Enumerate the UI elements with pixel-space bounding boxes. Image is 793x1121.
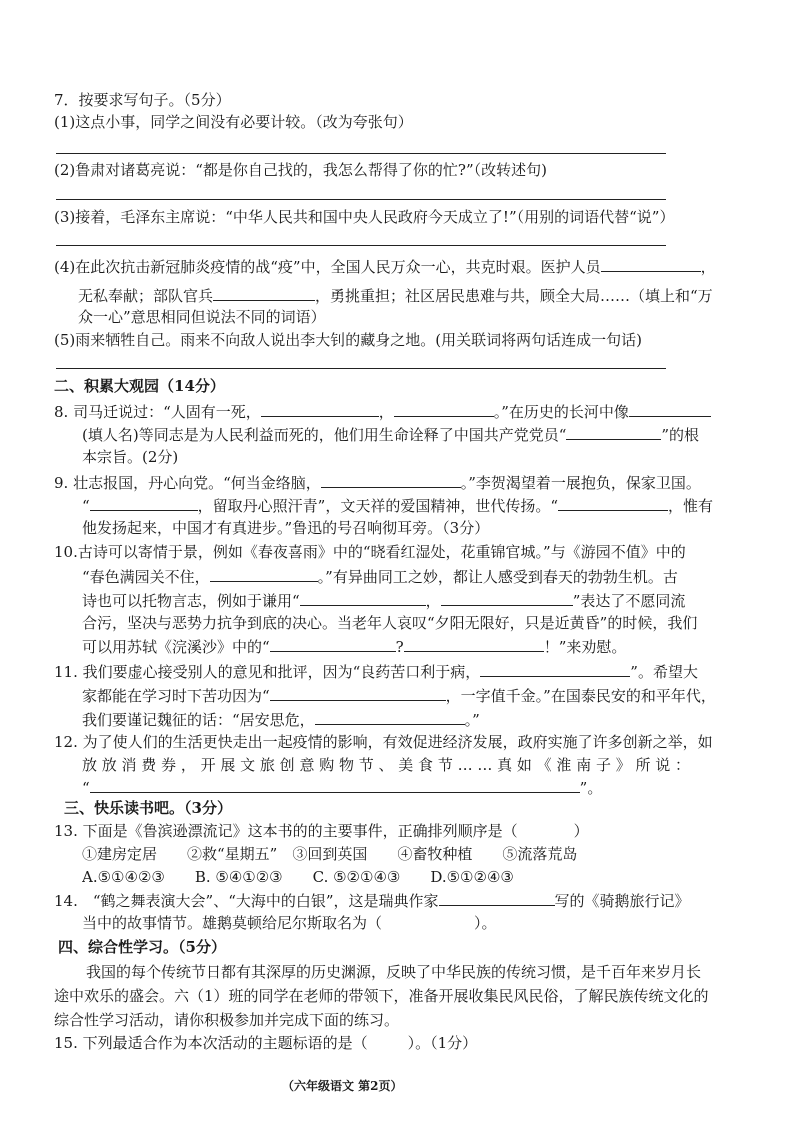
section-2-title: 二、积累大观园（14分） <box>54 377 225 395</box>
fill-blank[interactable] <box>441 589 573 606</box>
q10-line-2: “春色满园关不住， 。”有异曲同工之妙，都让人感受到春天的勃勃生机。古 <box>82 565 793 587</box>
page-footer: （六年级语文 第2页） <box>282 1079 403 1093</box>
q7-title: 7．按要求写句子。（5分） <box>54 91 231 109</box>
q7-sentence-1: (1)这点小事，同学之间没有必要计较。（改为夸张句） <box>54 113 413 131</box>
fill-blank[interactable] <box>629 400 711 417</box>
fill-blank[interactable] <box>404 635 544 652</box>
q9-line-2: “ ，留取丹心照汗青”，文天祥的爱国精神，世代传扬。“ ，惟有 <box>82 494 793 516</box>
fill-blank[interactable] <box>601 255 701 272</box>
q13-events: ①建房定居 ②救“星期五” ③回到英国 ④畜牧种植 ⑤流落荒岛 <box>82 845 578 863</box>
q10-line-4: 合污，坚决与恶势力抗争到底的决心。当老年人哀叹“夕阳无限好，只是近黄昏”的时候，我们 <box>82 614 698 632</box>
q14-line-2: 当中的故事情节。雄鹅莫顿给尼尔斯取名为（ ）。 <box>82 914 497 932</box>
q12-line-3: “ ”。 <box>82 776 793 798</box>
q13-line-1: 13. 下面是《鲁滨逊漂流记》这本书的的主要事件，正确排列顺序是（ ） <box>54 822 589 840</box>
fill-blank[interactable] <box>321 471 461 488</box>
answer-line[interactable] <box>56 199 666 200</box>
fill-blank[interactable] <box>261 400 379 417</box>
intro-line-1: 我国的每个传统节日都有其深厚的历史渊源，反映了中华民族的传统习惯，是千百年来岁月长 <box>86 963 702 981</box>
section-4-title: 四、综合性学习。（5分） <box>58 938 226 956</box>
fill-blank[interactable] <box>90 776 580 793</box>
q11-line-3: 我们要谨记魏征的话：“居安思危， 。” <box>82 708 793 730</box>
q12-line-1: 12. 为了使人们的生活更快走出一起疫情的影响，有效促进经济发展，政府实施了许多创新之举，如 <box>54 733 713 751</box>
q11-line-1: 11. 我们要虚心接受别人的意见和批评，因为“良药苦口利于病， ”。希望大 <box>54 660 793 682</box>
q7-sentence-4-line-1: (4)在此次抗击新冠肺炎疫情的战“疫”中，全国人民万众一心，共克时艰。医护人员 ， <box>54 255 793 277</box>
q8-line-2: (填人名)等同志是为人民利益而死的，他们用生命诠释了中国共产党党员“ ”的根 <box>82 423 793 445</box>
fill-blank[interactable] <box>270 684 446 701</box>
q8-line-1: 8. 司马迁说过：“人固有一死， ， 。”在历史的长河中像 <box>54 400 793 422</box>
q7-sentence-2: (2)鲁肃对诸葛亮说：“都是你自己找的，我怎么帮得了你的忙?”（改转述句) <box>54 161 547 179</box>
q10-line-1: 10.古诗可以寄情于景，例如《春夜喜雨》中的“晓看红湿处，花重锦官城。”与《游园不值》中的 <box>54 543 686 561</box>
fill-blank[interactable] <box>300 589 426 606</box>
fill-blank[interactable] <box>394 400 494 417</box>
fill-blank[interactable] <box>558 494 668 511</box>
fill-blank[interactable] <box>210 565 318 582</box>
fill-blank[interactable] <box>270 635 396 652</box>
answer-line[interactable] <box>56 245 666 246</box>
section-3-title: 三、快乐读书吧。（3分） <box>64 799 232 817</box>
fill-blank[interactable] <box>90 494 198 511</box>
intro-line-3: 综合性学习活动，请你积极参加并完成下面的练习。 <box>54 1011 400 1029</box>
q9-line-1: 9. 壮志报国，丹心向党。“何当金络脑， 。”李贺渴望着一展抱负，保家卫国。 <box>54 471 793 493</box>
fill-blank[interactable] <box>213 284 315 301</box>
q14-line-1: 14. “鹤之舞表演大会”、“大海中的白银”，这是瑞典作家 写的《骑鹅旅行记》 <box>54 889 793 911</box>
answer-line[interactable] <box>56 368 666 369</box>
q7-sentence-5: (5)雨来牺牲自己。雨来不向敌人说出李大钊的藏身之地。(用关联词将两句话连成一句话) <box>54 331 642 349</box>
q8-line-3: 本宗旨。(2分) <box>82 448 179 466</box>
answer-line[interactable] <box>56 153 666 154</box>
fill-blank[interactable] <box>480 660 630 677</box>
fill-blank[interactable] <box>566 423 661 440</box>
q10-line-5: 可以用苏轼《浣溪沙》中的“ ? ！”来劝慰。 <box>82 635 793 657</box>
q12-line-2: 放 放 消 费 券 ， 开 展 文 旅 创 意 购 物 节 、 美 食 节 … … 真 如 《 淮 南 子 》 所 说 ： <box>82 756 691 774</box>
q9-line-3: 他发扬起来，中国才有真进步。”鲁迅的号召响彻耳旁。（3分） <box>82 519 490 537</box>
q10-line-3: 诗也可以托物言志，例如于谦用“ ， ”表达了不愿同流 <box>82 589 793 611</box>
q7-sentence-4-line-2: 无私奉献；部队官兵 ，勇挑重担；社区居民患难与共，顾全大局……（填上和“万 <box>78 284 793 306</box>
fill-blank[interactable] <box>315 708 465 725</box>
q7-sentence-4-line-3: 众一心”意思相同但说法不同的词语） <box>78 308 326 326</box>
intro-line-2: 途中欢乐的盛会。六（1）班的同学在老师的带领下，准备开展收集民风民俗，了解民族传统文化的 <box>54 987 709 1005</box>
q13-choices: A.⑤①④②③ B. ⑤④①②③ C. ⑤②①④③ D.⑤①②④③ <box>82 868 514 886</box>
q7-sentence-3: (3)接着，毛泽东主席说：“中华人民共和国中央人民政府今天成立了!”（用别的词语代替“说”） <box>54 208 675 226</box>
q15-line-1: 15. 下列最适合作为本次活动的主题标语的是（ ）。（1分） <box>54 1034 478 1052</box>
q11-line-2: 家都能在学习时下苦功因为“ ，一字值千金。”在国泰民安的和平年代， <box>82 684 793 706</box>
fill-blank[interactable] <box>439 889 555 906</box>
